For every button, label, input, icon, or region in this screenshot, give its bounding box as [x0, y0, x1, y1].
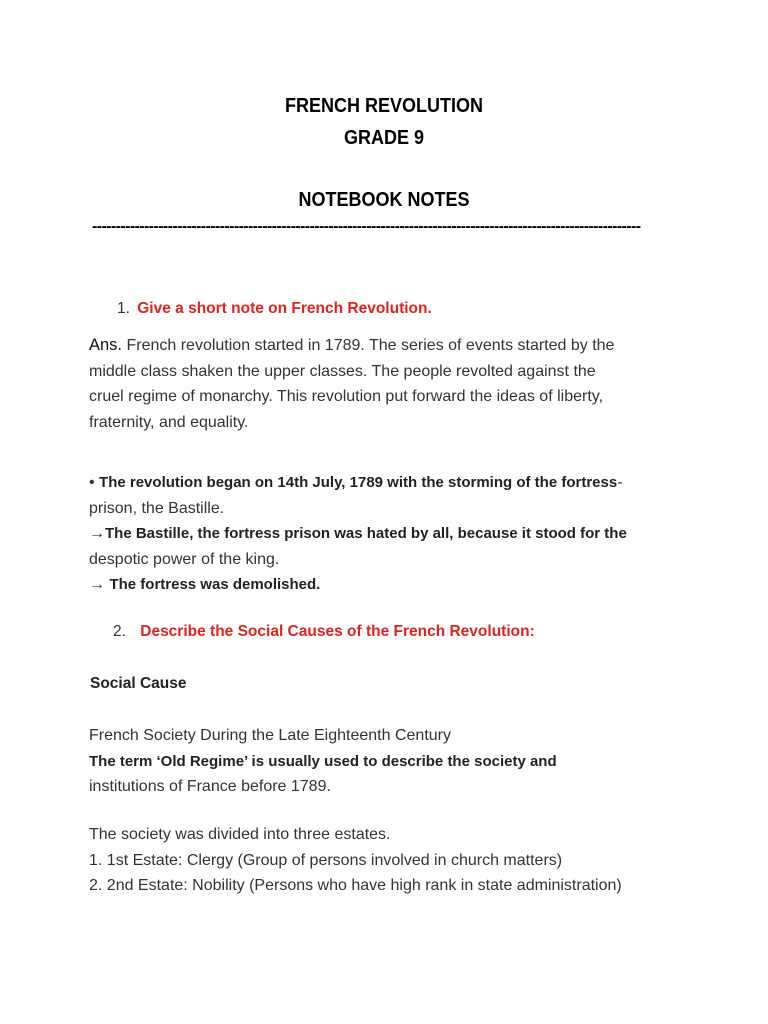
page-title: FRENCH REVOLUTION: [285, 95, 483, 117]
bullet-bold-text: The Bastille, the fortress prison was hated by all, because it stood for the: [105, 525, 627, 542]
bullet-bold-text: The revolution began on 14th July, 1789 with the storming of the fortress: [99, 474, 618, 491]
social-cause-heading: Social Cause: [90, 675, 187, 692]
bullet-line: [89, 470, 689, 496]
estate-item: 2. 2nd Estate: Nobility (Persons who have high rank in state administration): [89, 877, 622, 894]
answer-1-paragraph: [89, 333, 689, 435]
bullet-bold-text: The fortress was demolished.: [109, 576, 321, 593]
question-number: 1.: [117, 300, 130, 317]
society-line: French Society During the Late Eighteenth Century: [89, 727, 451, 744]
bullet-text: -: [617, 474, 623, 491]
question-text: Give a short note on French Revolution.: [137, 300, 432, 317]
estate-item: 1. 1st Estate: Clergy (Group of persons involved in church matters): [89, 851, 563, 869]
grade-label: GRADE 9: [343, 127, 425, 149]
question-1: [117, 300, 432, 318]
answer-line: cruel regime of monarchy. This revolution put forward the ideas of liberty,: [89, 388, 604, 405]
bullet-line: prison, the Bastille.: [89, 499, 225, 517]
section-title: NOTEBOOK NOTES: [298, 189, 470, 211]
answer-text: French revolution started in 1789. The series of events started by the: [122, 337, 615, 354]
society-line: institutions of France before 1789.: [89, 778, 331, 795]
bullet-line: [89, 572, 689, 598]
bastille-bullets: [89, 470, 689, 598]
question-text: Describe the Social Causes of the French Revolution:: [140, 623, 535, 640]
answer-line: fraternity, and equality.: [89, 413, 249, 431]
question-2: [113, 623, 535, 641]
society-paragraph: [89, 723, 689, 800]
bullet-line: [89, 521, 689, 547]
answer-label: Ans.: [89, 336, 123, 354]
bullet-line: despotic power of the king.: [89, 550, 280, 568]
arrow-marker: →: [89, 525, 105, 542]
answer-line: [89, 333, 689, 359]
arrow-marker: →: [89, 576, 110, 593]
estates-intro: The society was divided into three estates.: [89, 826, 391, 843]
bullet-marker: •: [89, 474, 100, 491]
estates-list: [89, 822, 689, 899]
question-number: 2.: [113, 623, 126, 640]
dashed-divider: --------------------------------------------------------------------------------------------------------------------: [92, 218, 641, 235]
answer-line: middle class shaken the upper classes. The people revolted against the: [89, 362, 596, 380]
society-bold-line: The term ‘Old Regime’ is usually used to describe the society and: [89, 752, 557, 770]
